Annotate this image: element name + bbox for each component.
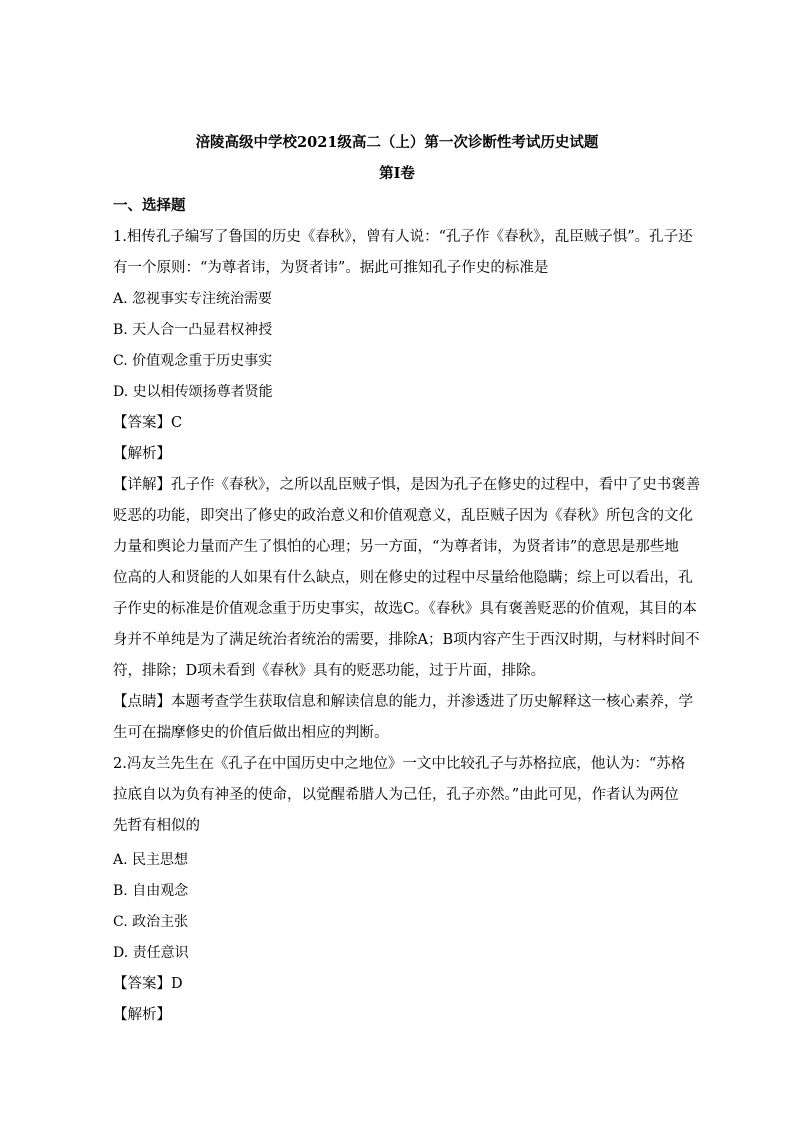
- q1-detail-line: 力量和舆论力量而产生了惧怕的心理；另一方面，“为尊者讳，为贤者讳”的意思是那些地: [113, 539, 679, 555]
- q1-detail-line: 符，排除；D项未看到《春秋》具有的贬恶功能，过于片面，排除。: [113, 663, 546, 679]
- q2-option-c: C. 政治主张: [113, 914, 189, 930]
- q1-answer: 【答案】C: [113, 415, 183, 431]
- q2-option-a: A. 民主思想: [113, 852, 189, 868]
- q1-detail-line: 子作史的标准是价值观念重于历史事实，故选C。《春秋》具有褒善贬恶的价值观，其目的本: [113, 601, 697, 617]
- q1-detail-line: 位高的人和贤能的人如果有什么缺点，则在修史的过程中尽量给他隐瞒；综上可以看出，孔: [113, 570, 693, 586]
- q2-option-d: D. 责任意识: [113, 945, 189, 961]
- q1-stem-line: 有一个原则：“为尊者讳，为贤者讳”。据此可推知孔子作史的标准是: [113, 260, 549, 276]
- q1-detail-line: 贬恶的功能，即突出了修史的政治意义和价值观意义，乱臣贼子因为《春秋》所包含的文化: [113, 508, 693, 524]
- q1-comment-line: 【点睛】本题考查学生获取信息和解读信息的能力，并渗透进了历史解释这一核心素养，学: [113, 694, 693, 710]
- q1-detail-line: 【详解】孔子作《春秋》，之所以乱臣贼子惧，是因为孔子在修史的过程中，看中了史书褒善: [113, 477, 701, 493]
- q2-analysis-label: 【解析】: [113, 1007, 171, 1023]
- q1-stem-line: 1.相传孔子编写了鲁国的历史《春秋》，曾有人说：“孔子作《春秋》，乱臣贼子惧”。孔子还: [113, 229, 693, 245]
- q1-comment-line: 生可在揣摩修史的价值后做出相应的判断。: [113, 725, 389, 741]
- q2-option-b: B. 自由观念: [113, 883, 189, 899]
- q1-option-d: D. 史以相传颂扬尊者贤能: [113, 384, 273, 400]
- volume-heading: 第Ⅰ卷: [379, 165, 415, 182]
- q1-option-c: C. 价值观念重于历史事实: [113, 353, 273, 369]
- q1-option-b: B. 天人合一凸显君权神授: [113, 322, 273, 338]
- q1-detail-line: 身并不单纯是为了满足统治者统治的需要，排除A；B项内容产生于西汉时期，与材料时间不: [113, 632, 700, 648]
- q1-analysis-label: 【解析】: [113, 446, 171, 462]
- q2-stem-line: 拉底自以为负有神圣的使命，以觉醒希腊人为己任，孔子亦然。”由此可见，作者认为两位: [113, 787, 679, 803]
- q2-stem-line: 先哲有相似的: [113, 818, 200, 834]
- q1-option-a: A. 忽视事实专注统治需要: [113, 291, 273, 307]
- q2-answer: 【答案】D: [113, 976, 183, 992]
- section-heading: 一、选择题: [113, 197, 186, 214]
- q2-stem-line: 2.冯友兰先生在《孔子在中国历史中之地位》一文中比较孔子与苏格拉底，他认为：“苏格: [113, 756, 686, 772]
- document-title: 涪陵高级中学校2021级高二（上）第一次诊断性考试历史试题: [195, 134, 599, 151]
